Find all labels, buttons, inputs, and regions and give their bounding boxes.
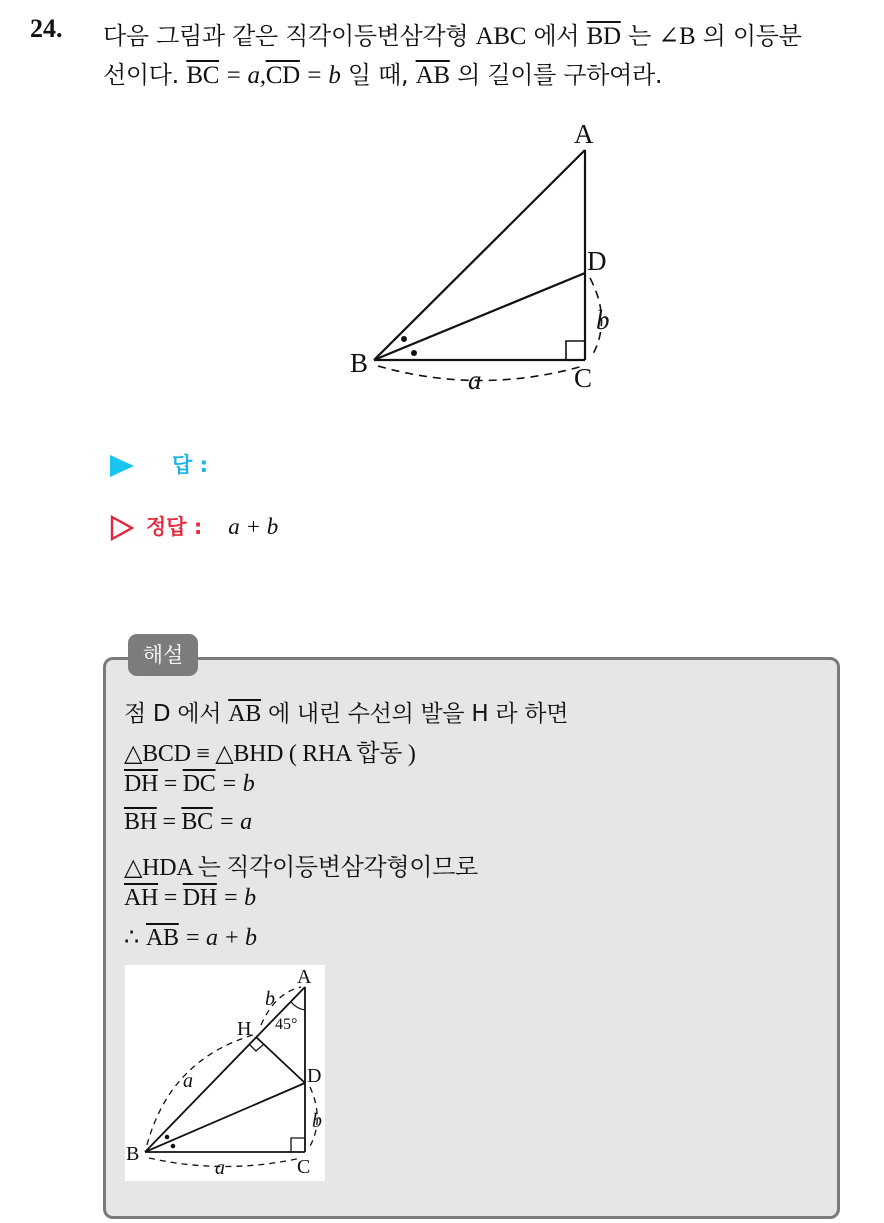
segment-bh: $\overline{BH}$ [124, 809, 157, 835]
solution-figure [125, 965, 325, 1181]
segment-dh: $\overline{DH}$ [182, 885, 217, 911]
value-a: = a [212, 809, 252, 835]
answer-label: 답 : [172, 453, 208, 477]
label-c-vertex: C [574, 363, 593, 393]
segment-bd: $\overline{BD}$ [586, 23, 621, 50]
question-number: 24. [30, 14, 63, 43]
solution-text: △HDA 는 직각이등변삼각형이므로 [124, 855, 478, 881]
segment-bc: $\overline{BC}$ [181, 809, 213, 835]
segment-cd: $\overline{CD}$ [265, 62, 300, 89]
question-text: 다음 그림과 같은 직각이등변삼각형 [103, 22, 469, 50]
right-angle-mark-h [249, 1044, 264, 1051]
angle-dot [401, 336, 407, 342]
solution-text: 점 D 에서 [124, 701, 222, 727]
question-text: 선이다. [103, 61, 179, 89]
correct-answer-label: 정답 : [146, 515, 203, 539]
label-d-vertex: D [587, 246, 607, 276]
question-line-1 [103, 16, 802, 51]
label-angle-45: 45° [275, 1016, 298, 1033]
solution-tag: 해설 [128, 634, 198, 676]
label-side-a-lower: a [215, 1157, 225, 1179]
correct-answer-row [110, 511, 278, 541]
segment-ab: $\overline{AB}$ [228, 701, 261, 727]
label-d-vertex: D [307, 1065, 322, 1087]
answer-row [110, 449, 208, 479]
solution-line-6 [124, 885, 256, 912]
label-h-vertex: H [237, 1018, 252, 1040]
right-angle-mark [566, 341, 585, 360]
angle-dot [171, 1144, 176, 1149]
play-triangle-icon [110, 455, 134, 477]
outline-triangle-icon [110, 515, 134, 541]
label-b-vertex: B [126, 1143, 140, 1165]
therefore-symbol: ∴ [124, 925, 139, 951]
value-b: = b [215, 771, 255, 797]
correct-answer-value: a + b [228, 514, 279, 539]
question-text: 에서 [533, 22, 580, 50]
equals: = [158, 885, 183, 911]
segment-dh: $\overline{DH}$ [124, 771, 159, 797]
solution-line-5 [124, 847, 478, 882]
value-a-plus-b: = a + b [178, 925, 257, 951]
segment-dc: $\overline{DC}$ [182, 771, 216, 797]
label-b-vertex: B [350, 348, 369, 378]
solution-text: 에 내린 수선의 발을 H 라 하면 [267, 701, 569, 727]
solution-line-4 [124, 809, 252, 836]
angle-dot [411, 350, 417, 356]
label-a-vertex: A [297, 966, 312, 988]
triangle-name: ABC [475, 23, 527, 50]
question-text: 의 길이를 구하여라. [457, 61, 663, 89]
side-ab [145, 987, 305, 1152]
segment-ab: $\overline{AB}$ [415, 62, 450, 89]
segment-ah: $\overline{AH}$ [124, 885, 159, 911]
equals: = [158, 771, 183, 797]
segment-bc: $\overline{BC}$ [186, 62, 220, 89]
right-angle-mark-c [291, 1138, 305, 1152]
value-b: = b [216, 885, 256, 911]
solution-line-1 [124, 695, 568, 728]
question-text: 는 [628, 22, 651, 50]
label-side-b-upper: b [265, 988, 275, 1010]
dashed-arc-bc [149, 1158, 301, 1167]
label-side-a: a [468, 365, 482, 395]
question-text: 일 때, [347, 61, 409, 89]
equals: = [156, 809, 182, 835]
solution-line-2 [124, 733, 416, 768]
question-line-2 [103, 55, 662, 90]
solution-text: △BCD ≡ △BHD ( RHA 합동 ) [124, 741, 416, 767]
segment-bd [145, 1083, 305, 1152]
label-side-b-right: b [312, 1110, 322, 1132]
label-side-a-upper: a [183, 1070, 193, 1092]
label-c-vertex: C [297, 1156, 311, 1178]
equation-a: = a, [219, 62, 266, 89]
angle-arc-45 [291, 1002, 305, 1010]
triangle-figure [340, 110, 630, 400]
question-text: 의 이등분 [702, 22, 802, 50]
equation-b: = b [299, 62, 341, 89]
segment-ab: $\overline{AB}$ [146, 925, 179, 951]
label-side-b: b [596, 305, 610, 335]
solution-line-3 [124, 771, 254, 798]
solution-line-7 [124, 923, 257, 952]
angle-dot [165, 1135, 170, 1140]
side-ab [374, 150, 585, 360]
bisector-bd [374, 273, 585, 360]
label-a-vertex: A [574, 119, 594, 149]
angle-b: ∠B [658, 23, 696, 50]
